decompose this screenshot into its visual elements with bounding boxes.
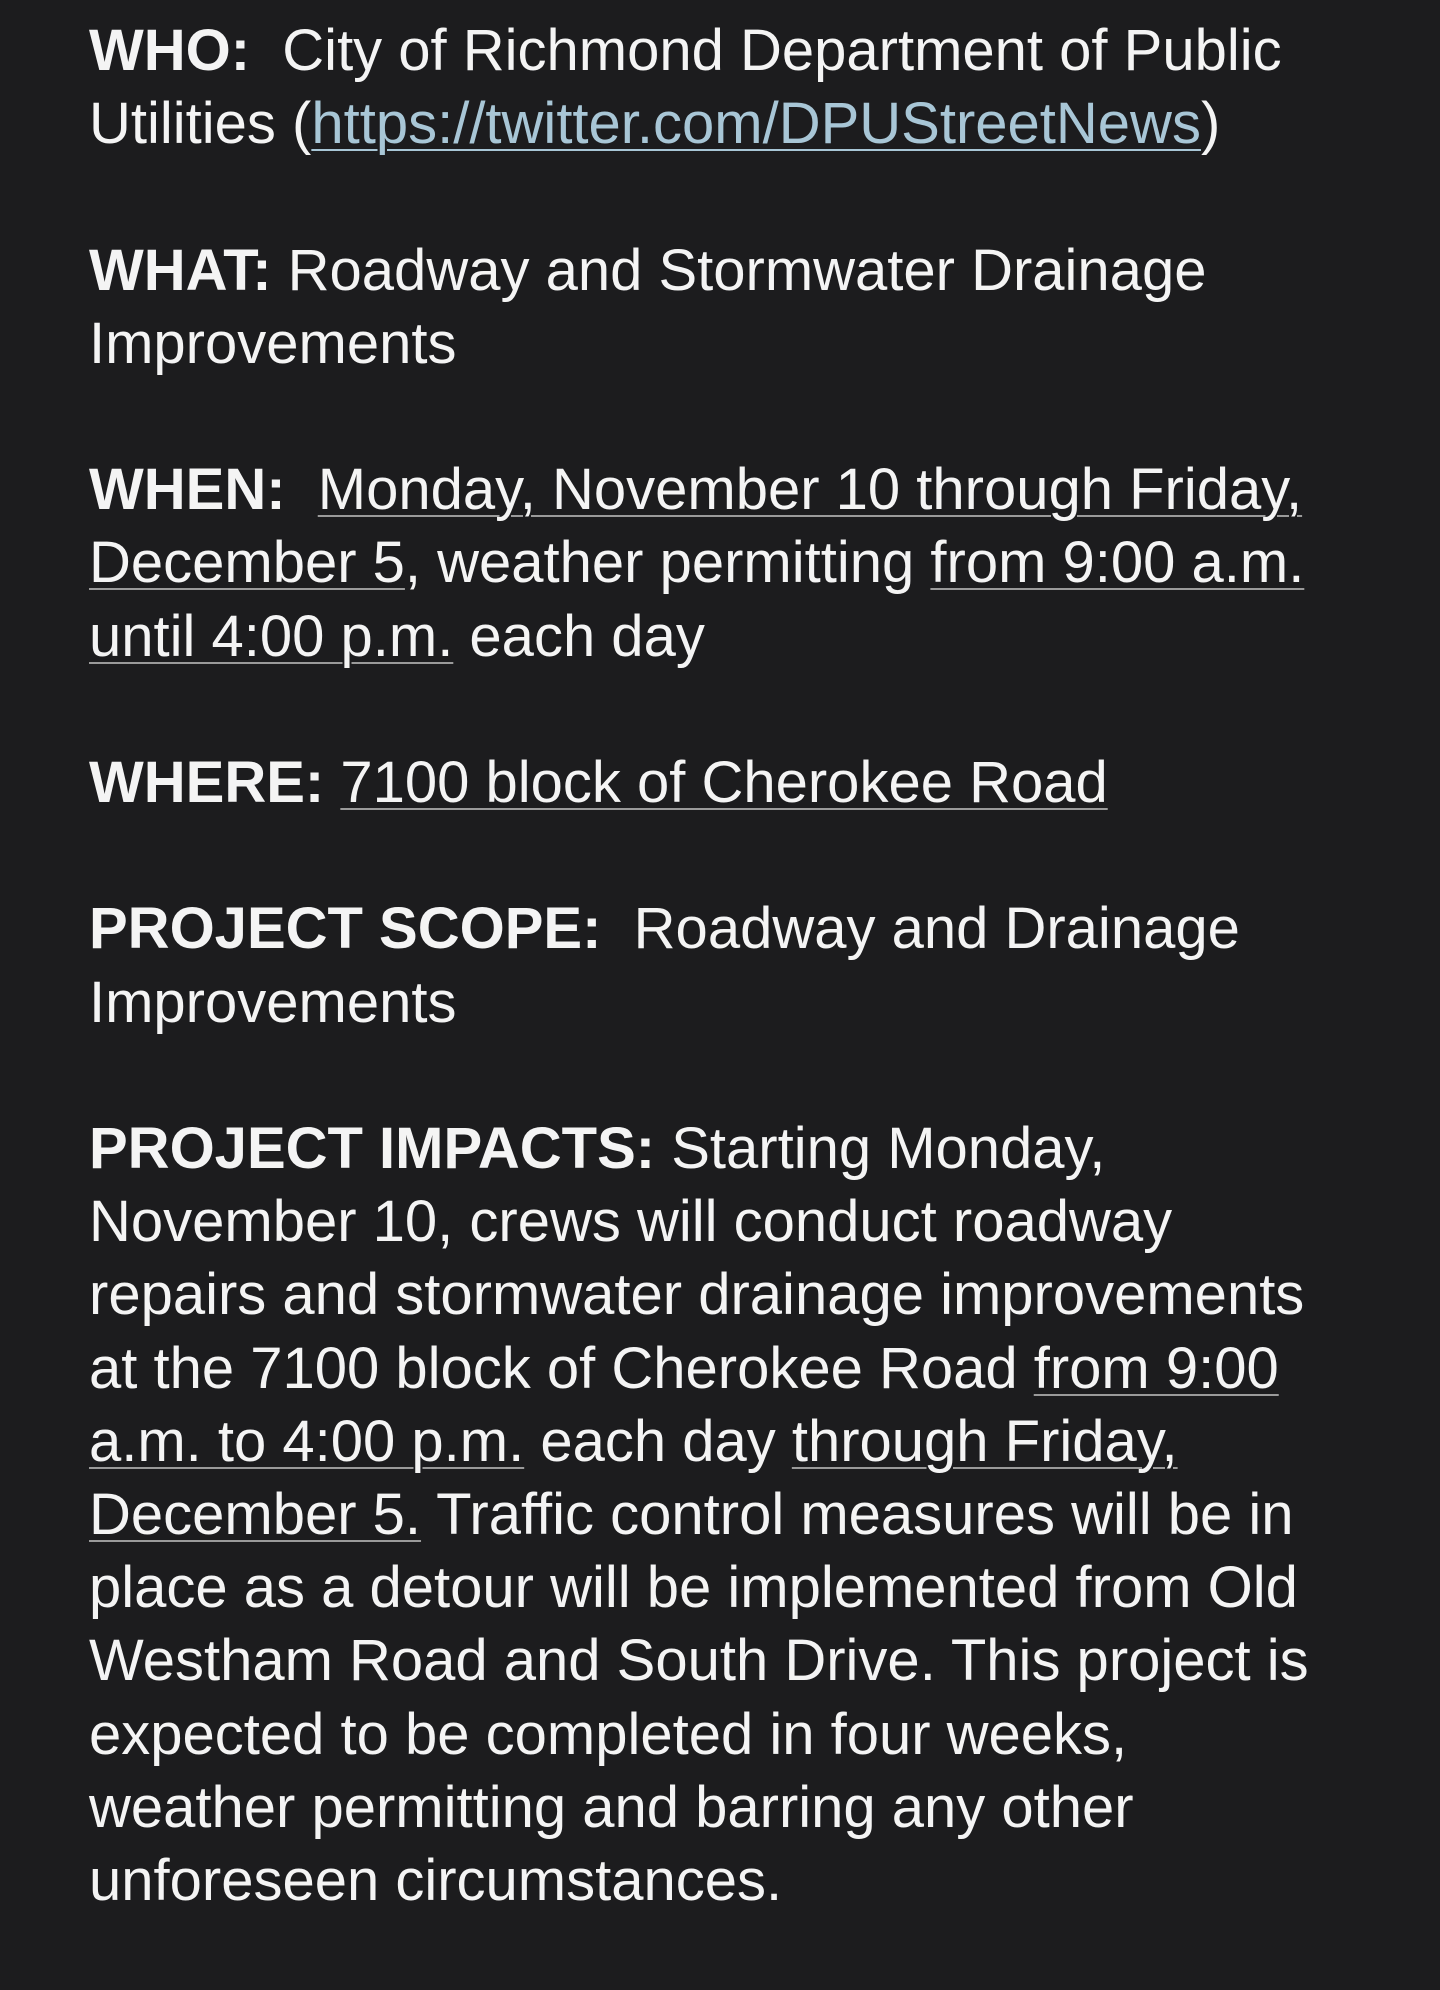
when-section [89, 453, 1389, 673]
scope-text-line1: Roadway and Drainage [633, 896, 1240, 962]
what-section [89, 234, 1389, 380]
impacts-through[interactable]: through Friday, [791, 1408, 1178, 1474]
where-section [89, 746, 1389, 819]
impacts-line10: expected to be completed in four weeks, [89, 1701, 1128, 1767]
impacts-line12: unforeseen circumstances. [89, 1848, 783, 1913]
who-section [89, 14, 1389, 160]
impacts-label: PROJECT IMPACTS: [89, 1115, 656, 1181]
impacts-time-start[interactable]: from 9:00 [1033, 1335, 1279, 1401]
who-text-post: ) [1200, 91, 1221, 157]
when-mid: , weather permitting [404, 530, 931, 596]
where-location[interactable]: 7100 block of Cherokee Road [340, 749, 1108, 815]
when-label: WHEN: [89, 457, 286, 523]
what-text-line2: Improvements [89, 310, 457, 376]
impacts-end-date[interactable]: December 5. [89, 1481, 422, 1547]
when-time-start[interactable]: from 9:00 a.m. [930, 530, 1305, 596]
scope-label: PROJECT SCOPE: [89, 896, 602, 962]
when-tail: each day [453, 603, 705, 669]
impacts-section [89, 1112, 1389, 1917]
scope-section [89, 892, 1389, 1038]
what-label: WHAT: [89, 237, 272, 303]
who-text-line1: City of Richmond Department of Public [282, 18, 1282, 83]
when-time-end[interactable]: until 4:00 p.m. [89, 603, 454, 669]
what-text-line1: Roadway and Stormwater Drainage [287, 237, 1207, 303]
who-label: WHO: [89, 18, 251, 83]
impacts-line2: November 10, crews will conduct roadway [89, 1189, 1173, 1255]
who-text-pre: Utilities ( [89, 91, 312, 157]
scope-text-line2: Improvements [89, 969, 457, 1035]
impacts-line8: place as a detour will be implemented from Old [89, 1555, 1298, 1621]
impacts-time-end[interactable]: a.m. to 4:00 p.m. [89, 1408, 525, 1474]
impacts-line9: Westham Road and South Drive. This project is [89, 1628, 1309, 1694]
impacts-line3: repairs and stormwater drainage improvements [89, 1262, 1305, 1328]
impacts-line11: weather permitting and barring any other [89, 1774, 1134, 1840]
twitter-link[interactable]: https://twitter.com/DPUStreetNews [311, 91, 1201, 157]
impacts-line4-pre: at the 7100 block of Cherokee Road [89, 1335, 1034, 1401]
when-date-start[interactable]: Monday, November 10 through Friday, [317, 457, 1303, 523]
impacts-mid: each day [524, 1408, 792, 1474]
when-date-end[interactable]: December 5 [89, 530, 405, 596]
impacts-line1: Starting Monday, [671, 1115, 1106, 1181]
where-label: WHERE: [89, 749, 325, 815]
impacts-line7-post: Traffic control measures will be in [421, 1481, 1294, 1547]
announcement-document [89, 14, 1389, 1990]
